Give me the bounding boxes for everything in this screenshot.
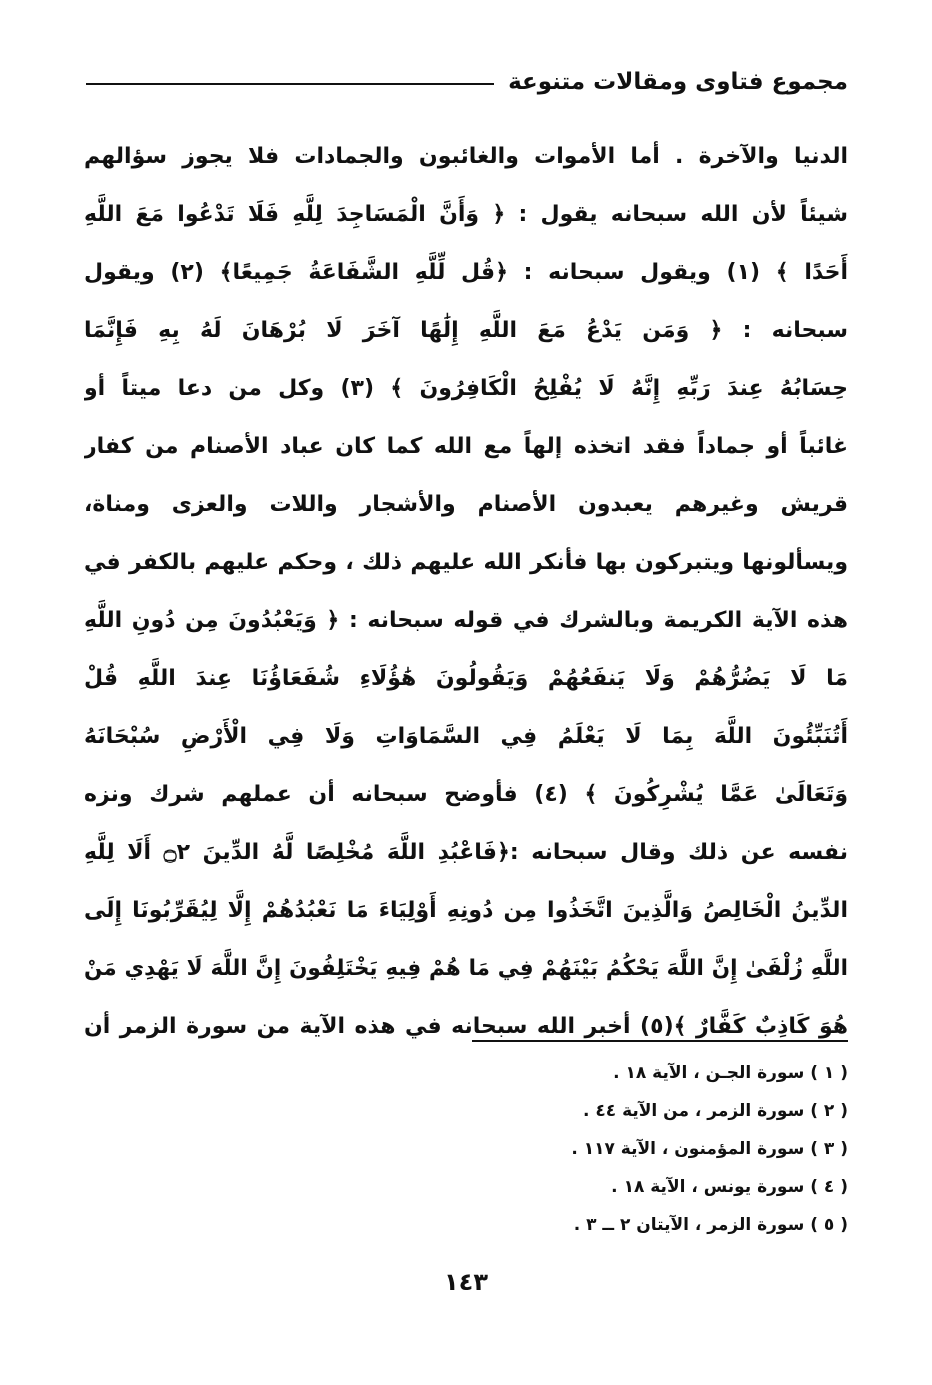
body-line: سبحانه : ﴿ وَمَن يَدْعُ مَعَ اللَّهِ إِلَٰهًا آخَرَ لَا بُرْهَانَ لَهُ بِهِ فَإِنَّمَا [84, 318, 848, 343]
body-line: الدنيا والآخرة . أما الأموات والغائبون والجمادات فلا يجوز سؤالهم [84, 144, 848, 169]
book-title: مجموع فتاوى ومقالات متنوعة [508, 69, 848, 95]
page-header [86, 62, 848, 102]
body-line: ويسألونها ويتبركون بها فأنكر الله عليهم ذلك ، وحكم عليهم بالكفر في [84, 550, 848, 575]
footnote: ( ٤ ) سورة يونس ، الآية ١٨ . [611, 1177, 848, 1197]
footnote: ( ١ ) سورة الجـن ، الآية ١٨ . [613, 1063, 848, 1083]
body-line: هُوَ كَاذِبٌ كَفَّارٌ ﴾(٥) أخبر الله سبحانه في هذه الآية من سورة الزمر أن [84, 1014, 848, 1039]
header-rule [86, 83, 494, 85]
body-line: اللَّهِ زُلْفَىٰ إِنَّ اللَّهَ يَحْكُمُ بَيْنَهُمْ فِي مَا هُمْ فِيهِ يَخْتَلِفُونَ إِنَّ اللَّهَ لَا يَهْدِي مَنْ [84, 956, 848, 981]
body-line: الدِّينُ الْخَالِصُ وَالَّذِينَ اتَّخَذُوا مِن دُونِهِ أَوْلِيَاءَ مَا نَعْبُدُهُمْ إِلَّا لِيُقَرِّبُونَا إِلَى [84, 898, 848, 923]
body-line: أَتُنَبِّئُونَ اللَّهَ بِمَا لَا يَعْلَمُ فِي السَّمَاوَاتِ وَلَا فِي الْأَرْضِ سُبْحَانَهُ [84, 724, 848, 749]
footnotes [428, 1054, 848, 1244]
body-line: نفسه عن ذلك وقال سبحانه :﴿فَاعْبُدِ اللَّهَ مُخْلِصًا لَّهُ الدِّينَ ۝٢ أَلَا لِلَّهِ [84, 840, 848, 865]
footnote: ( ٢ ) سورة الزمر ، من الآية ٤٤ . [583, 1101, 848, 1121]
body-line: وَتَعَالَىٰ عَمَّا يُشْرِكُونَ ﴾ (٤) فأوضح سبحانه أن عملهم شرك ونزه [84, 782, 848, 807]
body-line: غائباً أو جماداً فقد اتخذه إلهاً مع الله كما كان عباد الأصنام من كفار [84, 434, 848, 459]
footnote: ( ٣ ) سورة المؤمنون ، الآية ١١٧ . [571, 1139, 848, 1159]
body-line: هذه الآية الكريمة وبالشرك في قوله سبحانه : ﴿ وَيَعْبُدُونَ مِن دُونِ اللَّهِ [84, 608, 848, 633]
body-line: مَا لَا يَضُرُّهُمْ وَلَا يَنفَعُهُمْ وَيَقُولُونَ هَٰؤُلَاءِ شُفَعَاؤُنَا عِندَ اللَّهِ قُلْ [84, 666, 848, 691]
body-line: أَحَدًا ﴾ (١) ويقول سبحانه : ﴿قُل لِّلَّهِ الشَّفَاعَةُ جَمِيعًا﴾ (٢) ويقول [84, 260, 848, 285]
body-line: شيئاً لأن الله سبحانه يقول : ﴿ وَأَنَّ الْمَسَاجِدَ لِلَّهِ فَلَا تَدْعُوا مَعَ اللَّهِ [84, 202, 848, 227]
footnote-separator [472, 1040, 848, 1042]
footnote: ( ٥ ) سورة الزمر ، الآيتان ٢ ــ ٣ . [573, 1215, 848, 1235]
body-line: قريش وغيرهم يعبدون الأصنام والأشجار واللات والعزى ومناة، [84, 492, 848, 517]
body-line: حِسَابُهُ عِندَ رَبِّهِ إِنَّهُ لَا يُفْلِحُ الْكَافِرُونَ ﴾ (٣) وكل من دعا ميتاً أو [84, 376, 848, 401]
page-number: ١٤٣ [444, 1268, 488, 1296]
body-text [84, 128, 848, 1056]
